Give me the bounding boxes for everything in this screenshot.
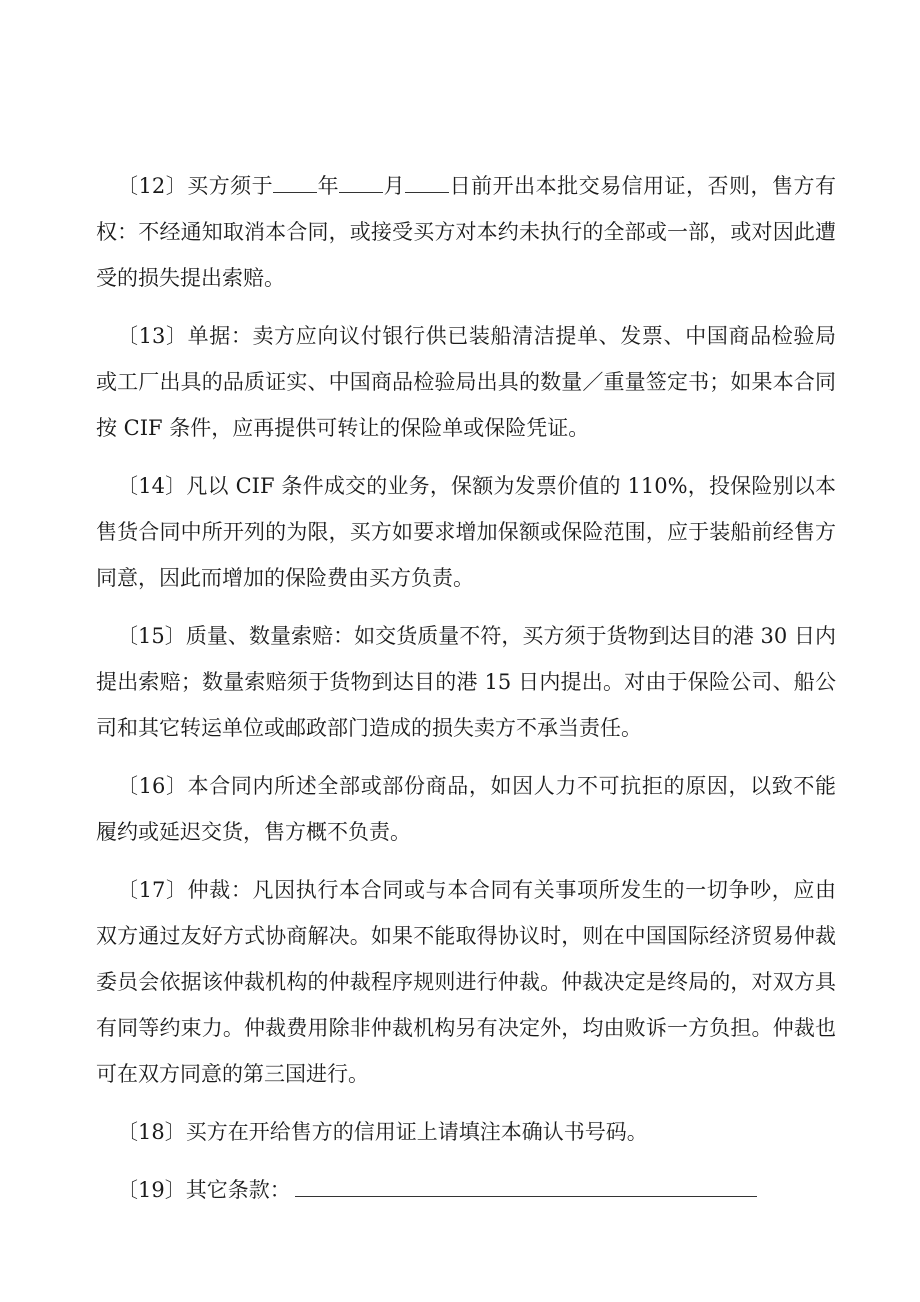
clause-text: 单据：卖方应向议付银行供已装船清洁提单、发票、中国商品检验局或工厂出具的品质证实、中国商品检验局出具的数量／重量签定书；如果本合同按 CIF 条件，应再提供可转让的保险单或保险凭证。 <box>96 324 836 440</box>
clause-text: 凡以 CIF 条件成交的业务，保额为发票价值的 110%，投保险别以本售货合同中所开列的为限，买方如要求增加保额或保险范围，应于装船前经售方同意，因此而增加的保险费由买方负责。 <box>96 474 836 590</box>
clause-number: 〔16〕 <box>117 774 188 798</box>
year-blank <box>273 166 317 193</box>
clause-text: 仲裁：凡因执行本合同或与本合同有关事项所发生的一切争吵，应由双方通过友好方式协商解决。如果不能取得协议时，则在中国国际经济贸易仲裁委员会依据该仲裁机构的仲裁程序规则进行仲裁。仲裁决定是终局的，对双方具有同等约束力。仲裁费用除非仲裁机构另有决定外，均由败诉一方负担。仲裁也可在双方同意的第三国进行。 <box>96 878 836 1086</box>
clause-15 <box>96 613 836 751</box>
clause-number: 〔17〕 <box>117 878 188 902</box>
contract-clauses <box>96 163 836 1225</box>
clause-text: 日前开出本批交易信用证，否则，售方有权：不经通知取消本合同，或接受买方对本约未执行的全部或一部，或对因此遭受的损失提出索赔。 <box>96 174 836 290</box>
clause-17 <box>96 867 836 1097</box>
clause-text: 质量、数量索赔：如交货质量不符，买方须于货物到达目的港 30 日内提出索赔；数量索赔须于货物到达目的港 15 日内提出。对由于保险公司、船公司和其它转运单位或邮政部门造成的损失卖方不承当责任。 <box>96 624 836 740</box>
clause-13 <box>96 313 836 451</box>
year-label: 年 <box>317 174 340 198</box>
month-label: 月 <box>383 174 406 198</box>
clause-number: 〔14〕 <box>117 474 187 498</box>
clause-12 <box>96 163 836 301</box>
clause-number: 〔13〕 <box>117 324 188 348</box>
clause-number: 〔12〕 <box>117 174 188 198</box>
clause-18 <box>96 1109 836 1155</box>
clause-19 <box>96 1167 836 1213</box>
day-blank <box>405 166 449 193</box>
clause-text: 买方须于 <box>187 174 274 198</box>
clause-text: 本合同内所述全部或部份商品，如因人力不可抗拒的原因，以致不能履约或延迟交货，售方概不负责。 <box>96 774 836 844</box>
clause-number: 〔18〕 <box>117 1120 186 1144</box>
clause-text: 其它条款： <box>185 1178 291 1202</box>
clause-number: 〔15〕 <box>117 624 186 648</box>
clause-text: 买方在开给售方的信用证上请填注本确认书号码。 <box>185 1120 648 1144</box>
other-terms-blank <box>295 1170 757 1197</box>
clause-16 <box>96 763 836 855</box>
clause-number: 〔19〕 <box>117 1178 186 1202</box>
month-blank <box>339 166 383 193</box>
clause-14 <box>96 463 836 601</box>
